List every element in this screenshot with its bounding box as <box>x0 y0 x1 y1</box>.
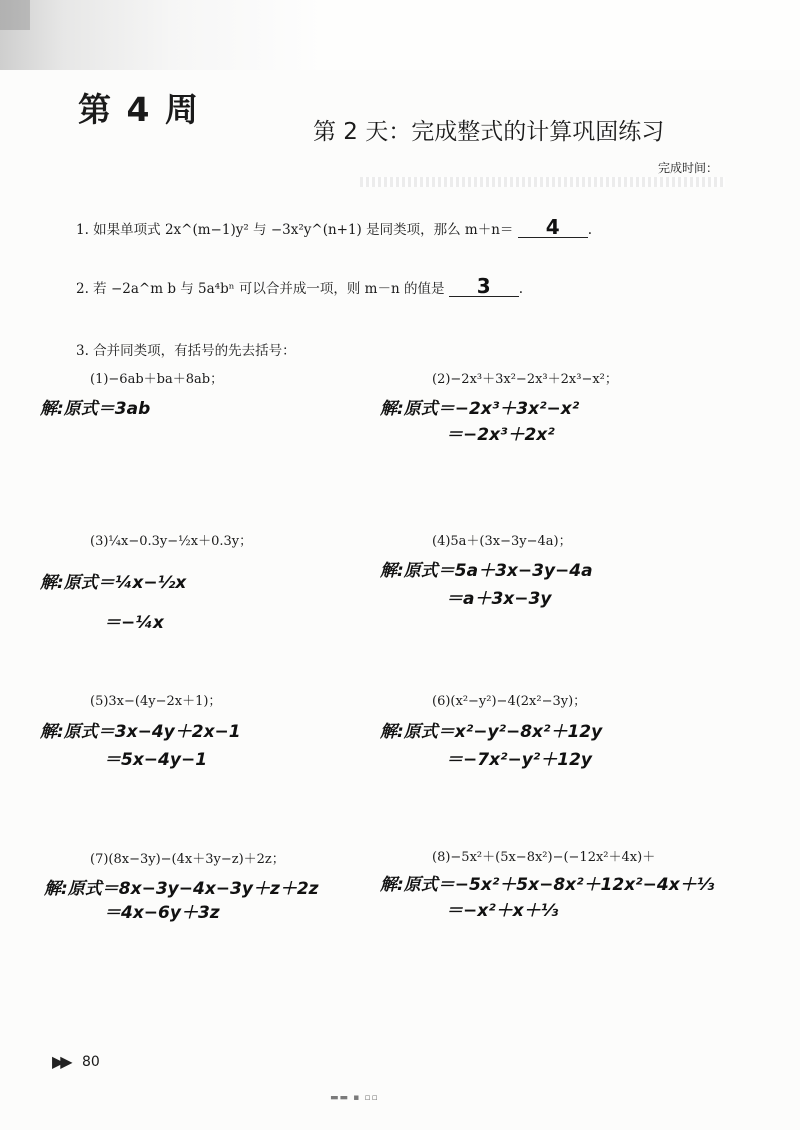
problem-5-label: (5)3x−(4y−2x＋1)； <box>90 694 222 709</box>
completion-time-label: 完成时间： <box>658 161 719 175</box>
question-1-text: 1. 如果单项式 2x^(m−1)y² 与 −3x²y^(n+1) 是同类项，那么 m＋n＝ <box>76 222 514 238</box>
problem-3-label: (3)¼x−0.3y−½x＋0.3y； <box>90 534 253 549</box>
header-rule <box>360 177 725 187</box>
problem-1-label: (1)−6ab＋ba＋8ab； <box>90 372 224 387</box>
answer-blank-2 <box>449 274 519 298</box>
problem-4-label: (4)5a＋(3x−3y−4a)； <box>432 534 572 549</box>
problem-7-solution-line-1: 解:原式＝8x−3y−4x−3y＋z＋2z <box>44 879 319 899</box>
scan-shadow <box>0 0 800 70</box>
problem-2-solution-line-2: ＝−2x³＋2x² <box>446 425 555 445</box>
problem-7-solution-line-2: ＝4x−6y＋3z <box>104 903 220 923</box>
problem-2-solution-line-1: 解:原式＝−2x³＋3x²−x² <box>380 399 580 419</box>
problem-3-solution-line-2: ＝−¼x <box>104 613 164 633</box>
question-2-text: 2. 若 −2a^m b 与 5a⁴bⁿ 可以合并成一项，则 m－n 的值是 <box>76 281 445 297</box>
page-number: 80 <box>82 1054 100 1070</box>
scan-corner-shadow <box>0 0 30 30</box>
answer-blank-1 <box>518 215 588 239</box>
week-heading: 第 4 周 <box>78 90 200 129</box>
problem-5-solution-line-2: ＝5x−4y−1 <box>104 750 208 770</box>
problem-1-solution-line-1: 解:原式＝3ab <box>40 399 151 419</box>
day-title: 第 2 天：完成整式的计算巩固练习 <box>313 119 665 145</box>
problem-7-label: (7)(8x−3y)−(4x＋3y−z)＋2z； <box>90 852 285 867</box>
problem-6-label: (6)(x²−y²)−4(2x²−3y)； <box>432 694 587 709</box>
problem-4-solution-line-2: ＝a＋3x−3y <box>446 589 552 609</box>
question-3-heading: 3. 合并同类项，有括号的先去括号： <box>76 343 296 359</box>
problem-6-solution-line-1: 解:原式＝x²−y²−8x²＋12y <box>380 722 603 742</box>
publisher-mark-logo: ▬▬ ▪ ▫▫ <box>330 1093 379 1103</box>
question-2: 2. 若 −2a^m b 与 5a⁴bⁿ 可以合并成一项，则 m－n 的值是 3 . <box>76 274 524 298</box>
answer-1: 4 <box>545 215 560 239</box>
problem-2-label: (2)−2x³＋3x²−2x³＋2x³−x²； <box>432 372 618 387</box>
question-1: 1. 如果单项式 2x^(m−1)y² 与 −3x²y^(n+1) 是同类项，那么 m＋n＝ 4 . <box>76 215 592 239</box>
problem-5-solution-line-1: 解:原式＝3x−4y＋2x−1 <box>40 722 241 742</box>
problem-8-solution-line-1: 解:原式＝−5x²＋5x−8x²＋12x²−4x＋⅓ <box>380 875 715 895</box>
problem-4-solution-line-1: 解:原式＝5a＋3x−3y−4a <box>380 561 593 581</box>
problem-6-solution-line-2: ＝−7x²−y²＋12y <box>446 750 592 770</box>
problem-8-solution-line-2: ＝−x²＋x＋⅓ <box>446 901 559 921</box>
problem-8-label: (8)−5x²＋(5x−8x²)−(−12x²＋4x)＋ <box>432 850 656 865</box>
answer-2: 3 <box>476 274 491 298</box>
play-arrows-icon: ▶▶ <box>52 1052 69 1071</box>
problem-3-solution-line-1: 解:原式＝¼x−½x <box>40 573 187 593</box>
